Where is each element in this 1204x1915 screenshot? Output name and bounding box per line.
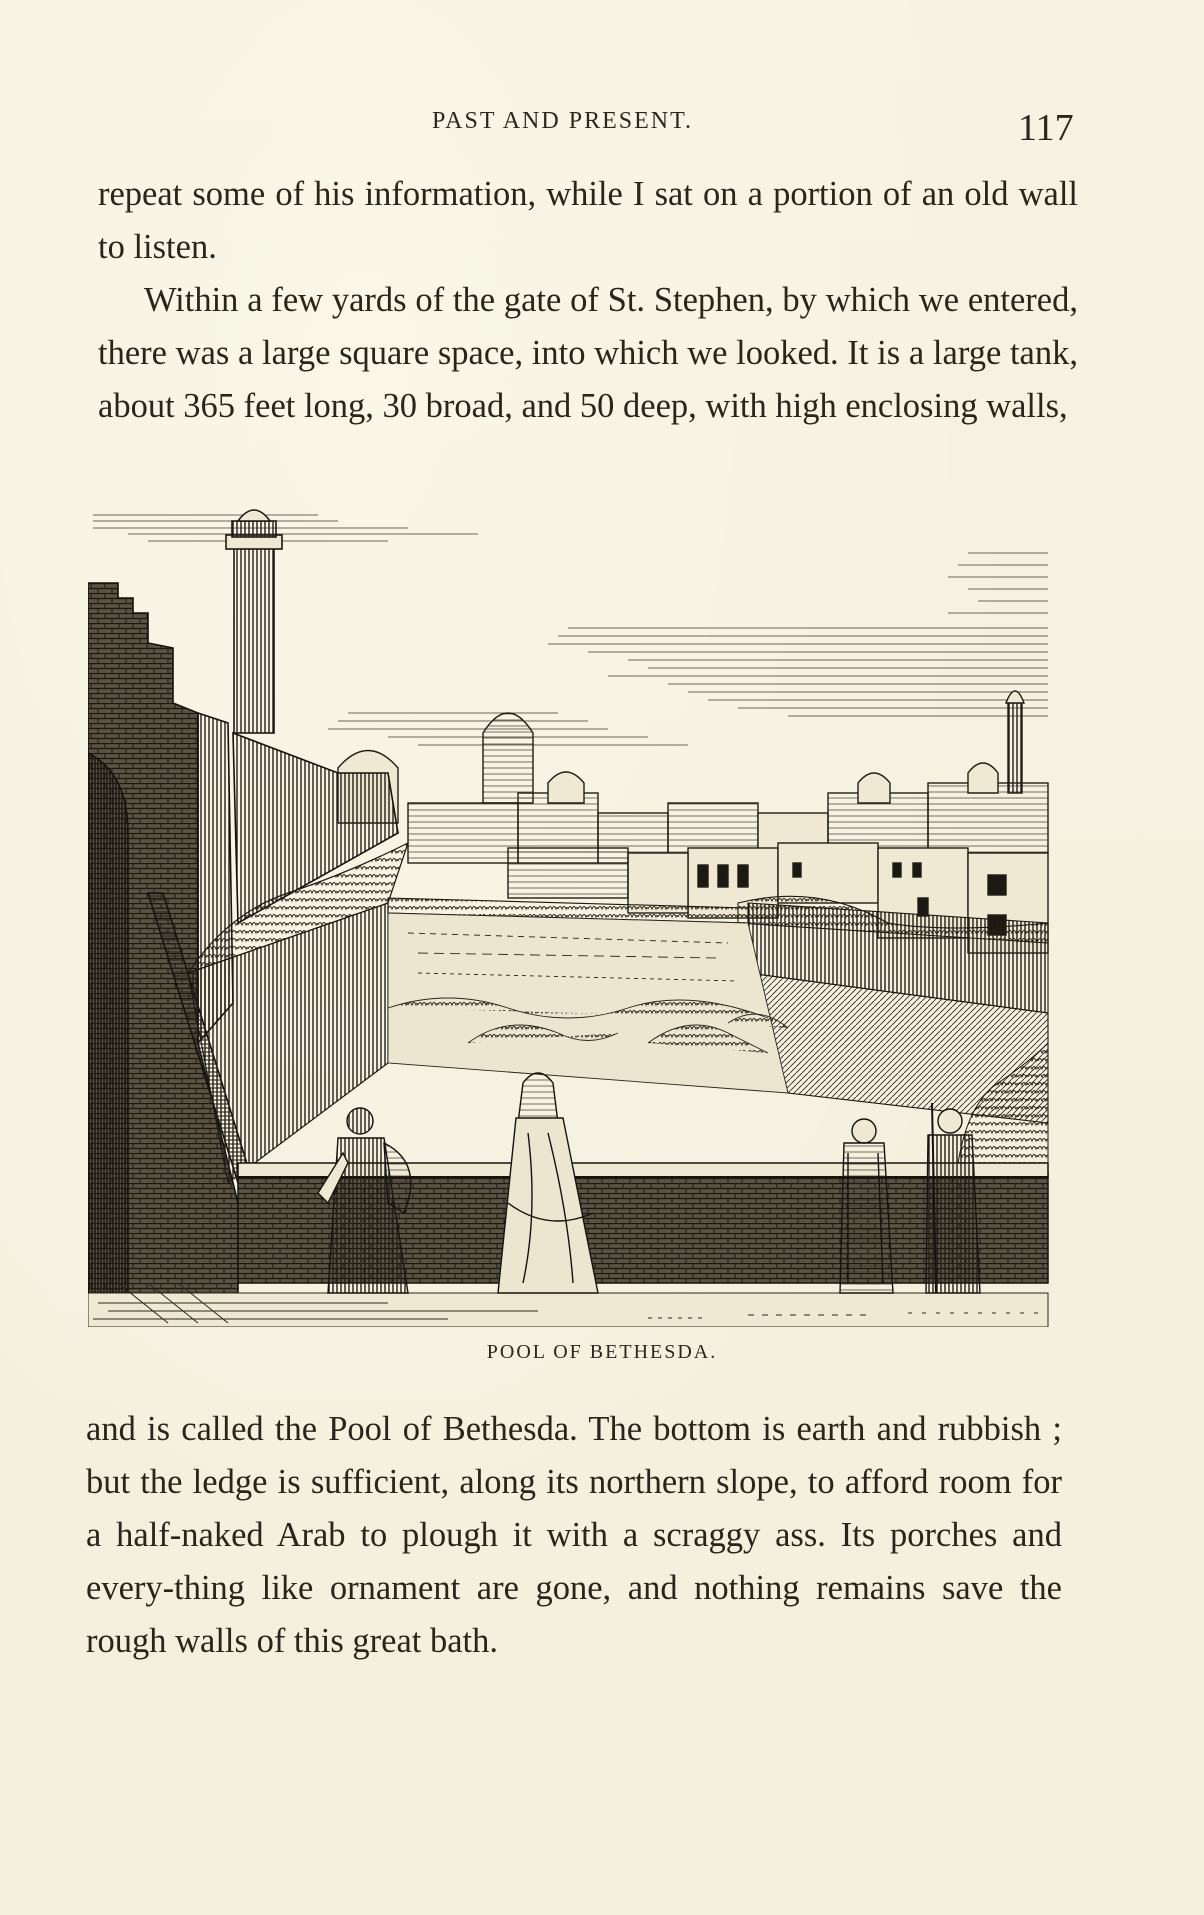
page-number: 117: [1018, 107, 1074, 149]
running-head: PAST AND PRESENT.: [432, 108, 693, 134]
paragraph-continued: repeat some of his information, while I sat on a portion of an old wall to listen.: [98, 175, 1078, 266]
engraving-illustration: [88, 503, 1054, 1327]
figure-man-turban-right-1: [840, 1119, 893, 1293]
figure-caption: POOL OF BETHESDA.: [486, 1341, 718, 1363]
text-block-top: [98, 168, 1078, 433]
paragraph-tank-description: Within a few yards of the gate of St. Stephen, by which we entered, there was a large square space, into which we looked. It is a large tank, about 365 feet long, 30 broad, and 50 deep, with high enclosing walls,: [98, 281, 1078, 425]
engraving-pool-of-bethesda: [88, 503, 1054, 1327]
paragraph-pool-description: and is called the Pool of Bethesda. The bottom is earth and rubbish ; but the ledge is sufficient, along its northern slope, to afford room for a half-naked Arab to plough it with a scraggy ass. Its porches and every-thing like ornament are gone, and nothing remains save the rough walls of this great bath.: [86, 1410, 1062, 1660]
tank-floor: [388, 913, 788, 1093]
text-block-bottom: [86, 1403, 1062, 1668]
minaret-tower: [226, 510, 282, 733]
